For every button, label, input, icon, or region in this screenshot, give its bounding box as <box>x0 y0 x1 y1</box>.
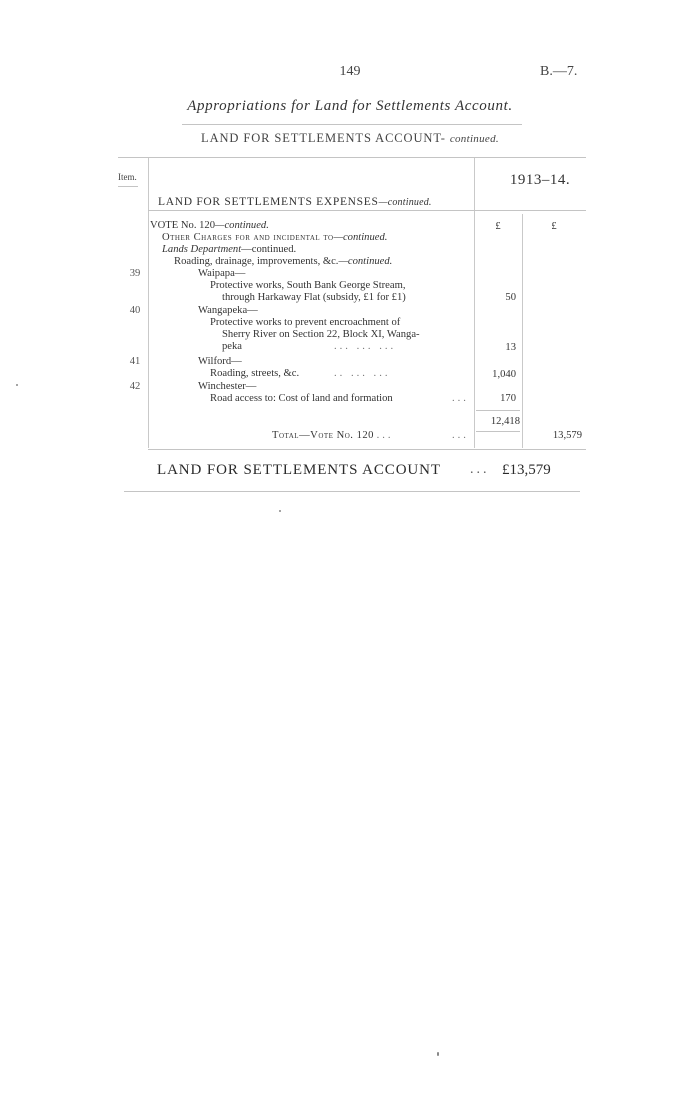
leader-dots: ... <box>470 462 490 477</box>
total-label-text: Total—Vote No. 120 <box>272 430 374 441</box>
lands-department-main: Lands Department <box>162 244 242 255</box>
item-description: Protective works, South Bank George Stream, <box>210 280 406 291</box>
leader-dots: ... ... ... <box>334 341 397 352</box>
total-label <box>272 430 394 442</box>
vote-heading <box>150 220 269 232</box>
page-number: 149 <box>339 64 361 79</box>
other-charges-continued: —continued. <box>333 232 388 243</box>
page-subtitle <box>0 131 700 146</box>
page-title: Appropriations for Land for Settlements Account. <box>187 98 513 114</box>
item-description: Protective works to prevent encroachment of <box>210 317 401 328</box>
item-description: Road access to: Cost of land and formation <box>210 393 393 404</box>
currency-symbol-col2: £ <box>551 221 557 232</box>
leader-dots: ... <box>376 430 394 441</box>
leader-dots: ... <box>452 430 469 441</box>
locality-name: Waipapa— <box>198 268 246 279</box>
table-bottom-rule <box>148 449 586 450</box>
item-header-rule <box>118 186 138 187</box>
item-description: peka <box>222 341 242 352</box>
item-description: through Harkaway Flat (subsidy, £1 for £1) <box>222 292 406 303</box>
item-description: Roading, streets, &c. <box>210 368 300 379</box>
amount-column-divider-mid <box>522 214 523 448</box>
item-description: Sherry River on Section 22, Block XI, Wanga- <box>222 329 420 340</box>
lands-department-continued: —continued. <box>241 244 297 255</box>
item-number: 39 <box>129 268 141 279</box>
section-heading-continued: —continued. <box>378 197 432 208</box>
locality-name: Wilford— <box>198 356 242 367</box>
item-column-header: Item. <box>118 172 137 182</box>
table-top-rule <box>118 157 586 158</box>
item-number: 41 <box>129 356 141 367</box>
item-amount: 170 <box>500 393 516 404</box>
subtitle-continued: continued. <box>449 133 499 145</box>
lands-department-heading <box>162 244 296 256</box>
document-reference: B.—7. <box>540 64 578 79</box>
section-heading-main: LAND FOR SETTLEMENTS EXPENSES <box>158 196 379 208</box>
leader-dots: ... <box>452 393 469 404</box>
scan-speck <box>16 384 18 386</box>
item-amount: 13 <box>505 342 516 353</box>
subtotal-rule <box>476 410 520 411</box>
account-total-label: LAND FOR SETTLEMENTS ACCOUNT <box>157 462 441 478</box>
vote-heading-continued: —continued. <box>215 220 269 231</box>
subtotal-under-rule <box>476 431 520 432</box>
item-column-divider <box>148 158 149 448</box>
footer-rule <box>124 491 580 492</box>
item-amount: 1,040 <box>492 369 516 380</box>
item-amount: 50 <box>505 292 516 303</box>
item-number: 42 <box>129 381 141 392</box>
other-charges-main: Other Charges for and incidental to <box>162 232 334 243</box>
title-rule <box>182 124 522 125</box>
other-charges-heading <box>162 232 387 244</box>
scan-speck <box>279 510 281 512</box>
year-column-header: 1913–14. <box>509 172 571 188</box>
roading-main: Roading, drainage, improvements, &c. <box>174 256 339 267</box>
vote-heading-main: VOTE No. 120 <box>150 220 216 231</box>
currency-symbol-col1: £ <box>495 221 501 232</box>
section-heading <box>158 196 432 208</box>
roading-heading <box>174 256 392 268</box>
section-rule <box>148 210 586 211</box>
subtotal-amount: 12,418 <box>490 416 520 427</box>
amount-column-divider-left <box>474 158 475 448</box>
locality-name: Wangapeka— <box>198 305 258 316</box>
locality-name: Winchester— <box>198 381 257 392</box>
leader-dots: .. ... ... <box>334 368 391 379</box>
subtitle-main: LAND FOR SETTLEMENTS ACCOUNT- <box>201 131 446 145</box>
roading-continued: —continued. <box>338 256 393 267</box>
account-total-amount: £13,579 <box>502 462 551 478</box>
total-amount: 13,579 <box>552 430 582 441</box>
scan-speck <box>437 1052 439 1056</box>
item-number: 40 <box>129 305 141 316</box>
